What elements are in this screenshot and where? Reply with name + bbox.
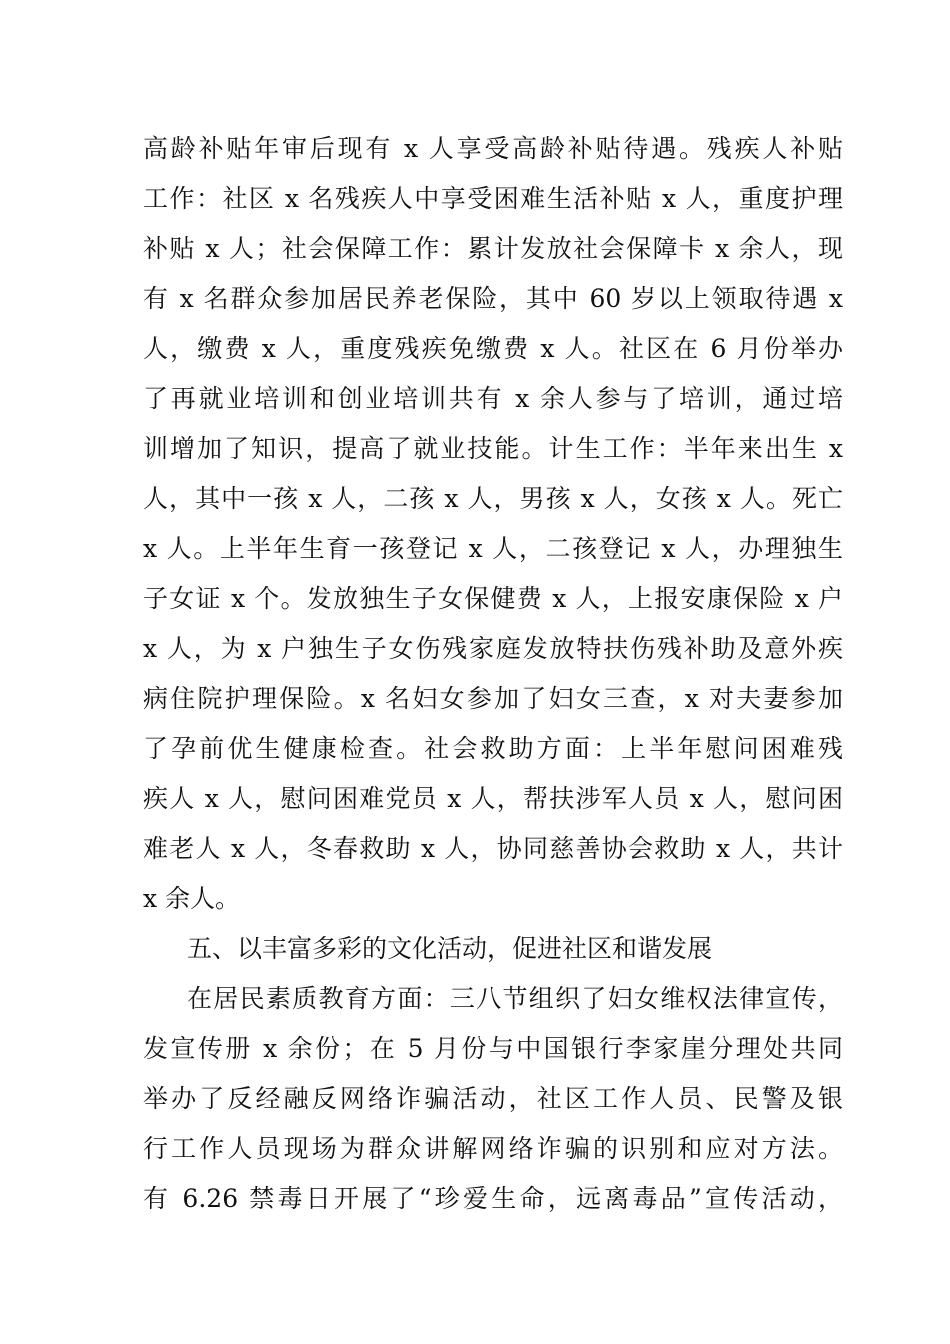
text-line: 子女证 x 个。发放独生子女保健费 x 人，上报安康保险 x 户	[143, 584, 843, 613]
text-line: 训增加了知识，提高了就业技能。计生工作：半年来出生 x	[143, 434, 843, 463]
text-line: 有 x 名群众参加居民养老保险，其中 60 岁以上领取待遇 x	[143, 284, 843, 313]
text-line: 高龄补贴年审后现有 x 人享受高龄补贴待遇。残疾人补贴	[143, 134, 843, 163]
text-line: x 人。上半年生育一孩登记 x 人，二孩登记 x 人，办理独生	[143, 534, 843, 563]
text-line: 了孕前优生健康检查。社会救助方面：上半年慰问困难残	[143, 734, 843, 763]
text-line: 有 6.26 禁毒日开展了“珍爱生命，远离毒品”宣传活动，	[143, 1184, 843, 1213]
paragraph-benefits-and-family-planning	[143, 124, 843, 924]
paragraph-resident-education	[143, 974, 843, 1224]
text-line: 工作：社区 x 名残疾人中享受困难生活补贴 x 人，重度护理	[143, 184, 843, 213]
text-line: 了再就业培训和创业培训共有 x 余人参与了培训，通过培	[143, 384, 843, 413]
text-line: 行工作人员现场为群众讲解网络诈骗的识别和应对方法。	[143, 1134, 843, 1163]
text-line: 人，缴费 x 人，重度残疾免缴费 x 人。社区在 6 月份举办	[143, 334, 843, 363]
text-line: 难老人 x 人，冬春救助 x 人，协同慈善协会救助 x 人，共计	[143, 834, 843, 863]
text-line: x 余人。	[143, 884, 241, 913]
text-line: 补贴 x 人；社会保障工作：累计发放社会保障卡 x 余人，现	[143, 234, 843, 263]
text-line: 疾人 x 人，慰问困难党员 x 人，帮扶涉军人员 x 人，慰问困	[143, 784, 843, 813]
text-line: 发宣传册 x 余份；在 5 月份与中国银行李家崖分理处共同	[143, 1034, 843, 1063]
text-line: x 人，为 x 户独生子女伤残家庭发放特扶伤残补助及意外疾	[143, 634, 843, 663]
text-line: 病住院护理保险。x 名妇女参加了妇女三查，x 对夫妻参加	[143, 684, 843, 713]
text-line: 人，其中一孩 x 人，二孩 x 人，男孩 x 人，女孩 x 人。死亡	[143, 484, 843, 513]
text-line: 在居民素质教育方面：三八节组织了妇女维权法律宣传，	[187, 984, 843, 1013]
document-body	[143, 124, 843, 1224]
section-heading: 五、以丰富多彩的文化活动，促进社区和谐发展	[187, 934, 713, 963]
text-line: 举办了反经融反网络诈骗活动，社区工作人员、民警及银	[143, 1084, 843, 1113]
